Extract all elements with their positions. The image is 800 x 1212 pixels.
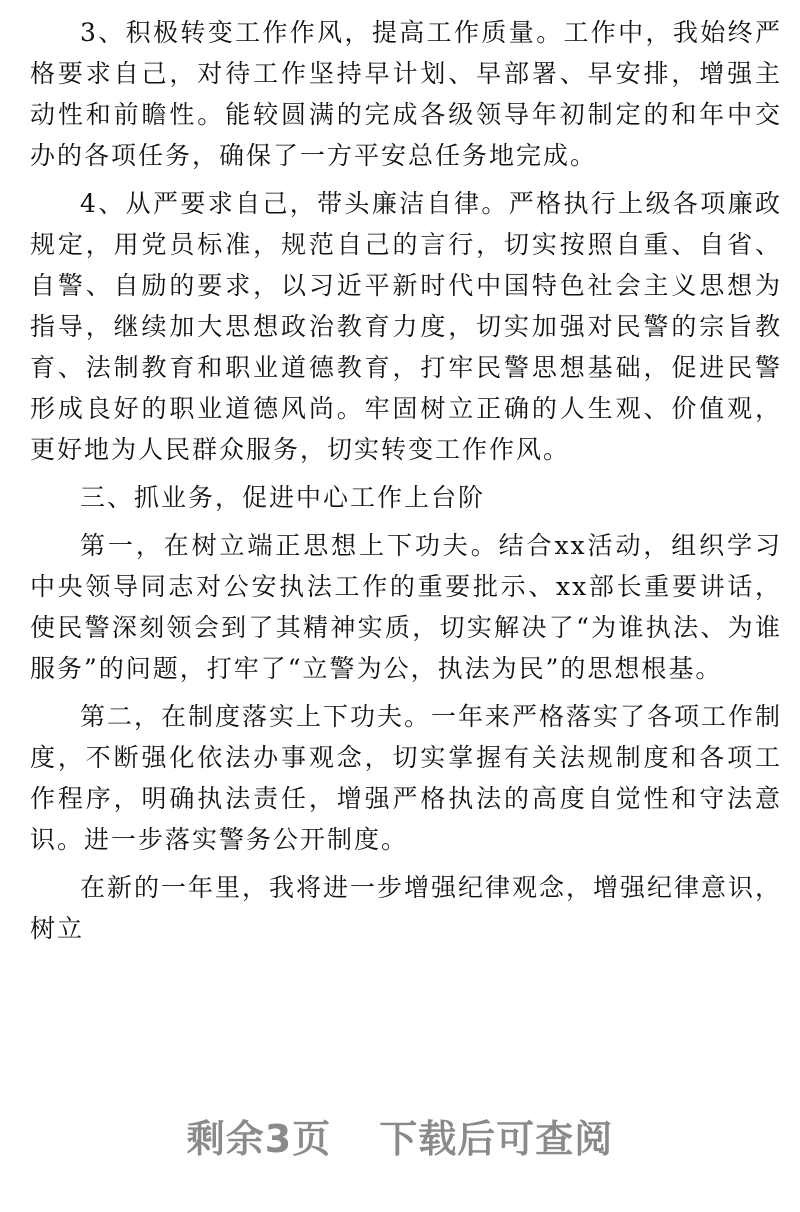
- download-banner[interactable]: [0, 1108, 800, 1163]
- remaining-pages-label: 剩余3页: [186, 1117, 332, 1161]
- paragraph-self-discipline: 4、从严要求自己，带头廉洁自律。严格执行上级各项廉政规定，用党员标准，规范自己的言行，切实按照自重、自省、自警、自励的要求，以习近平新时代中国特色社会主义思想为指导，继续加大思想政治教育力度，切实加强对民警的宗旨教育、法制教育和职业道德教育，打牢民警思想基础，促进民警形成良好的职业道德风尚。牢固树立正确的人生观、价值观，更好地为人民群众服务，切实转变工作作风。: [30, 189, 782, 464]
- paragraph-second: 第二，在制度落实上下功夫。一年来严格落实了各项工作制度，不断强化依法办事观念，切实掌握有关法规制度和各项工作程序，明确执法责任，增强严格执法的高度自觉性和守法意识。进一步落实警务公开制度。: [30, 702, 783, 854]
- paragraph-new-year: 在新的一年里，我将进一步增强纪律观念，增强纪律意识，树立: [30, 873, 783, 943]
- download-prompt-label: 下载后可查阅: [379, 1117, 614, 1161]
- section-heading: 三、抓业务，促进中心工作上台阶: [80, 483, 486, 512]
- paragraph-work-style: 3、积极转变工作作风，提高工作质量。工作中，我始终严格要求自己，对待工作坚持早计划、早部署、早安排，增强主动性和前瞻性。能较圆满的完成各级领导年初制定的和年中交办的各项任务，确保了一方平安总任务地完成。: [30, 18, 782, 170]
- paragraph-first: 第一，在树立端正思想上下功夫。结合xx活动，组织学习中央领导同志对公安执法工作的重要批示、xx部长重要讲话，使民警深刻领会到了其精神实质，切实解决了“为谁执法、为谁服务”的问题，打牢了“立警为公，执法为民”的思想根基。: [30, 531, 782, 683]
- document-body: [30, 12, 782, 956]
